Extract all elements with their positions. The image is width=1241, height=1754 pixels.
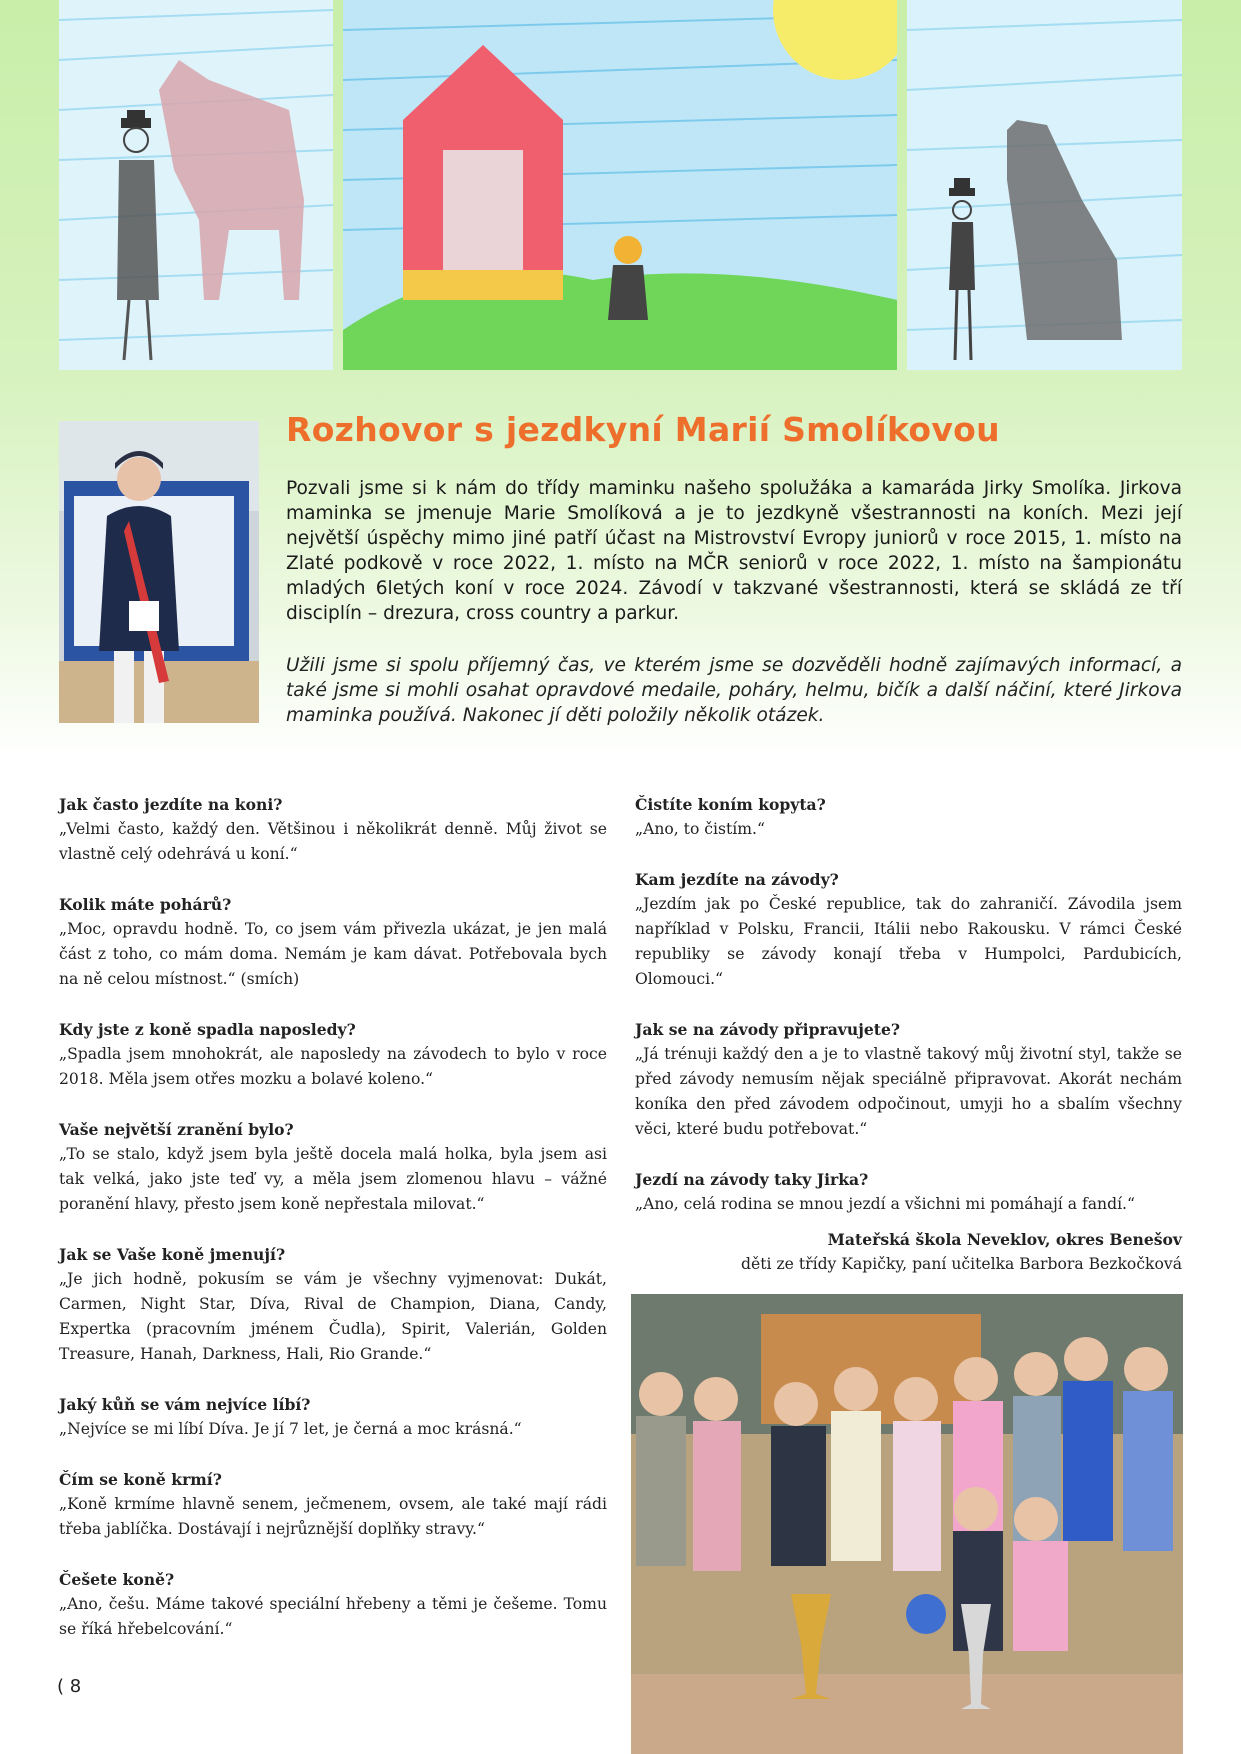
question: Češete koně? bbox=[59, 1570, 175, 1589]
qa-item bbox=[59, 1017, 607, 1092]
qa-item bbox=[59, 1567, 607, 1642]
answer: „Koně krmíme hlavně senem, ječmenem, ovsem, ale také mají rádi třeba jablíčka. Dostávají i nejrůznější doplňky stravy.“ bbox=[59, 1495, 607, 1538]
child-drawing-rider-and-horse bbox=[59, 0, 333, 370]
article-intro: Pozvali jsme si k nám do třídy maminku našeho spolužáka a kamaráda Jirky Smolíka. Jirkova maminka se jmenuje Marie Smolíková a je to jezdkyně všestrannosti na koních. Mezi její největší úspěchy mimo jiné patří účast na Mistrovství Evropy juniorů v roce 2015, 1. místo na Zlaté podkově v roce 2022, 1. místo na MČR seniorů v roce 2022, 1. místo na šampionátu mladých 6letých koní v roce 2024. Závodí v takzvané všestrannosti, která se skládá ze tří disciplín – drezura, cross country a parkur. bbox=[286, 478, 1182, 624]
answer: „Velmi často, každý den. Většinou i několikrát denně. Můj život se vlastně celý odehrává u koní.“ bbox=[59, 820, 607, 863]
question: Kam jezdíte na závody? bbox=[635, 870, 839, 889]
interview-column-left bbox=[59, 792, 607, 1667]
answer: „Ano, to čistím.“ bbox=[635, 820, 765, 838]
question: Čím se koně krmí? bbox=[59, 1470, 222, 1489]
answer: „Ano, celá rodina se mnou jezdí a všichni mi pomáhají a fandí.“ bbox=[635, 1195, 1135, 1213]
answer: „Je jich hodně, pokusím se vám je všechny vyjmenovat: Dukát, Carmen, Night Star, Díva, Rival de Champion, Diana, Candy, Expertka (pracovním jménem Čudla), Spirit, Valerián, Golden Treasure, Hanah, Darkness, Hali, Rio Grande.“ bbox=[59, 1270, 607, 1363]
question: Kolik máte pohárů? bbox=[59, 895, 232, 914]
qa-item bbox=[59, 792, 607, 867]
qa-item bbox=[59, 1467, 607, 1542]
school-name: Mateřská škola Neveklov, okres Benešov bbox=[827, 1230, 1182, 1249]
answer: „Moc, opravdu hodně. To, co jsem vám přivezla ukázat, je jen malá část z toho, co mám doma. Nemám je kam dávat. Potřebovala bych na ně celou místnost.“ (smích) bbox=[59, 920, 607, 988]
qa-item bbox=[635, 1017, 1182, 1142]
qa-item bbox=[59, 892, 607, 992]
question: Vaše největší zranění bylo? bbox=[59, 1120, 294, 1139]
question: Kdy jste z koně spadla naposledy? bbox=[59, 1020, 356, 1039]
child-drawing-man-and-grey-horse bbox=[907, 0, 1182, 370]
qa-item bbox=[59, 1392, 607, 1442]
class-group-photo bbox=[631, 1294, 1183, 1754]
answer: „Ano, češu. Máme takové speciální hřebeny a těmi je češeme. Tomu se říká hřebelcování.“ bbox=[59, 1595, 607, 1638]
rider-portrait-photo bbox=[59, 421, 259, 723]
answer: „Já trénuji každý den a je to vlastně takový můj životní styl, takže se před závody nemusím nějak speciálně připravovat. Akorát nechám koníka den před závodem odpočinout, umyji ho a sbalím všechny věci, které budu potřebovat.“ bbox=[635, 1045, 1182, 1138]
question: Jak se Vaše koně jmenují? bbox=[59, 1245, 286, 1264]
question: Jak se na závody připravujete? bbox=[635, 1020, 901, 1039]
question: Čistíte koním kopyta? bbox=[635, 795, 826, 814]
qa-item bbox=[59, 1117, 607, 1217]
question: Jezdí na závody taky Jirka? bbox=[635, 1170, 869, 1189]
article-intro-italic: Užili jsme si spolu příjemný čas, ve kterém jsme se dozvěděli hodně zajímavých informací, a také jsme si mohli osahat opravdové medaile, poháry, helmu, bičík a další náčiní, které Jirkova maminka používá. Nakonec jí děti položily několik otázek. bbox=[286, 655, 1182, 726]
question: Jaký kůň se vám nejvíce líbí? bbox=[59, 1395, 311, 1414]
answer: „Jezdím jak po České republice, tak do zahraničí. Závodila jsem například v Polsku, Francii, Itálii nebo Rakousku. V rámci České republiky se závody konají třeba v Humpolci, Pardubicích, Olomouci.“ bbox=[635, 895, 1182, 988]
answer: „To se stalo, když jsem byla ještě docela malá holka, byla jsem asi tak velká, jako jste teď vy, a měla jsem zlomenou hlavu – vážné poranění hlavy, přesto jsem koně nepřestala milovat.“ bbox=[59, 1145, 607, 1213]
interview-column-right bbox=[635, 792, 1182, 1242]
answer: „Spadla jsem mnohokrát, ale naposledy na závodech to bylo v roce 2018. Měla jsem otřes mozku a bolavé koleno.“ bbox=[59, 1045, 607, 1088]
qa-item bbox=[635, 867, 1182, 992]
qa-item bbox=[635, 1167, 1182, 1217]
article-title: Rozhovor s jezdkyní Marií Smolíkovou bbox=[286, 410, 1000, 449]
question: Jak často jezdíte na koni? bbox=[59, 795, 283, 814]
child-drawing-stable-and-sun bbox=[343, 0, 897, 370]
qa-item bbox=[59, 1242, 607, 1367]
article-signature bbox=[635, 1227, 1182, 1277]
qa-item bbox=[635, 792, 1182, 842]
class-line: děti ze třídy Kapičky, paní učitelka Barbora Bezkočková bbox=[741, 1255, 1182, 1273]
page-number: ( 8 bbox=[57, 1676, 82, 1697]
answer: „Nejvíce se mi líbí Díva. Je jí 7 let, je černá a moc krásná.“ bbox=[59, 1420, 522, 1438]
